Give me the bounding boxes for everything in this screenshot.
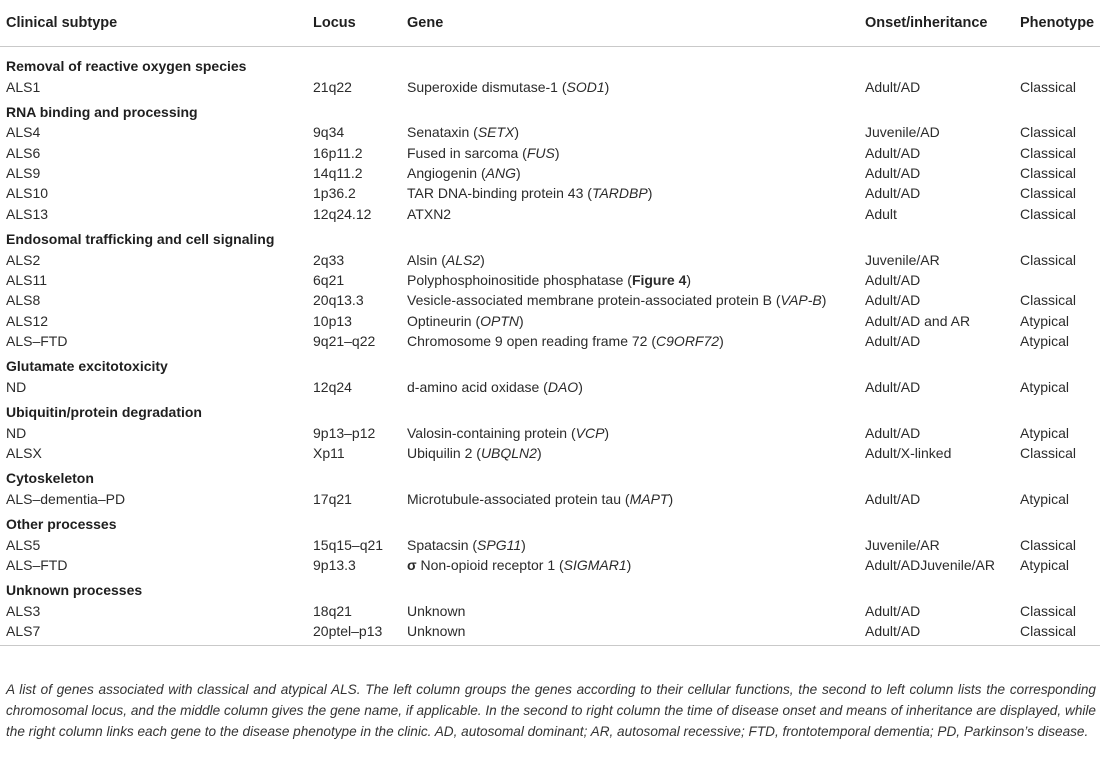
cell-clinical-subtype: ALSX xyxy=(6,444,42,461)
cell-gene xyxy=(407,290,826,310)
cell-locus: 18q21 xyxy=(313,602,352,619)
group-title: Removal of reactive oxygen species xyxy=(6,58,247,74)
header-locus: Locus xyxy=(313,15,356,31)
cell-gene xyxy=(407,122,519,142)
group-heading-row xyxy=(0,511,1100,535)
cell-clinical-subtype: ND xyxy=(6,378,27,395)
group-heading-row xyxy=(0,53,1100,77)
cell-locus: Xp11 xyxy=(313,444,345,461)
cell-clinical-subtype: ALS5 xyxy=(6,536,41,553)
cell-locus: 10p13 xyxy=(313,312,352,329)
table-row xyxy=(0,250,1100,270)
gene-name-suffix: ) xyxy=(686,271,692,288)
cell-onset-inheritance: Adult/AD xyxy=(865,165,921,182)
table-row xyxy=(0,311,1100,331)
cell-onset-inheritance: Juvenile/AR xyxy=(865,251,940,268)
table-row xyxy=(0,555,1100,575)
gene-name: Polyphosphoinositide phosphatase ( xyxy=(407,271,632,288)
table-row xyxy=(0,443,1100,463)
cell-onset-inheritance: Adult/X-linked xyxy=(865,444,952,461)
cell-onset-inheritance: Adult/AD and AR xyxy=(865,312,971,329)
cell-gene xyxy=(407,331,724,351)
gene-name: ATXN2 xyxy=(407,205,452,222)
cell-onset-inheritance: Adult/AD xyxy=(865,332,921,349)
gene-name: Senataxin ( xyxy=(407,124,478,141)
group-heading-row xyxy=(0,353,1100,377)
table-row xyxy=(0,377,1100,397)
table-row xyxy=(0,601,1100,621)
cell-phenotype: Classical xyxy=(1020,144,1077,161)
cell-clinical-subtype: ALS–dementia–PD xyxy=(6,490,126,507)
gene-name: TAR DNA-binding protein 43 ( xyxy=(407,185,592,202)
group-heading-row xyxy=(0,99,1100,123)
gene-name-suffix: ) xyxy=(480,251,485,268)
cell-gene xyxy=(407,270,691,290)
cell-phenotype: Classical xyxy=(1020,185,1077,202)
cell-clinical-subtype: ALS3 xyxy=(6,602,41,619)
cell-gene xyxy=(407,555,631,575)
gene-name-suffix: ) xyxy=(515,165,521,182)
cell-onset-inheritance: Adult/AD xyxy=(865,378,921,395)
cell-phenotype: Atypical xyxy=(1020,424,1070,441)
cell-gene xyxy=(407,250,485,270)
table-row xyxy=(0,122,1100,142)
cell-gene xyxy=(407,163,521,183)
gene-name: Optineurin ( xyxy=(407,312,481,329)
cell-phenotype: Atypical xyxy=(1020,332,1070,349)
cell-gene xyxy=(407,601,465,621)
cell-gene xyxy=(407,77,609,97)
gene-name: Microtubule-associated protein tau ( xyxy=(407,490,630,507)
cell-locus: 9q34 xyxy=(313,124,345,141)
gene-name-suffix: ) xyxy=(668,490,674,507)
gene-name: Ubiquilin 2 ( xyxy=(407,444,481,461)
gene-name-suffix: ) xyxy=(719,332,724,349)
cell-gene xyxy=(407,535,526,555)
cell-phenotype: Classical xyxy=(1020,124,1077,141)
gene-name: Valosin-containing protein ( xyxy=(407,424,576,441)
table-row xyxy=(0,183,1100,203)
cell-locus: 9p13.3 xyxy=(313,557,356,573)
cell-locus: 20ptel–p13 xyxy=(313,623,383,640)
gene-name-suffix: ) xyxy=(536,444,542,461)
gene-symbol: TARDBP xyxy=(591,185,648,202)
header-clinical-subtype: Clinical subtype xyxy=(6,15,118,31)
gene-symbol: SIGMAR1 xyxy=(563,557,627,573)
cell-gene xyxy=(407,204,451,224)
cell-clinical-subtype: ALS8 xyxy=(6,292,41,309)
cell-onset-inheritance: Juvenile/AD xyxy=(865,124,940,141)
cell-locus: 12q24.12 xyxy=(313,205,372,222)
cell-clinical-subtype: ALS–FTD xyxy=(6,332,68,349)
cell-gene xyxy=(407,621,465,641)
cell-locus: 16p11.2 xyxy=(313,144,363,161)
table-body xyxy=(0,53,1100,642)
cell-clinical-subtype: ALS9 xyxy=(6,165,41,182)
cell-locus: 21q22 xyxy=(313,78,352,95)
cell-onset-inheritance: Adult/AD xyxy=(865,185,921,202)
gene-name: Angiogenin ( xyxy=(407,165,486,182)
table-row xyxy=(0,204,1100,224)
gene-name-suffix: ) xyxy=(604,424,610,441)
cell-onset-inheritance: Adult/AD xyxy=(865,144,921,161)
gene-symbol: SETX xyxy=(477,124,515,141)
cell-phenotype: Classical xyxy=(1020,251,1077,268)
gene-sigma-symbol: σ xyxy=(407,557,417,573)
gene-name: Alsin ( xyxy=(407,251,446,268)
gene-name-suffix: ) xyxy=(647,185,653,202)
cell-phenotype: Classical xyxy=(1020,444,1077,461)
gene-name: Superoxide dismutase-1 ( xyxy=(407,78,567,95)
cell-locus: 20q13.3 xyxy=(313,292,364,309)
cell-phenotype: Atypical xyxy=(1020,378,1070,395)
table-row xyxy=(0,423,1100,443)
cell-clinical-subtype: ALS12 xyxy=(6,312,49,329)
gene-symbol: ANG xyxy=(485,165,516,182)
gene-name: Spatacsin ( xyxy=(407,536,478,553)
gene-name: Unknown xyxy=(407,602,466,619)
cell-phenotype: Classical xyxy=(1020,165,1077,182)
gene-name-suffix: ) xyxy=(554,144,560,161)
cell-clinical-subtype: ALS11 xyxy=(6,271,47,288)
cell-clinical-subtype: ALS–FTD xyxy=(6,557,68,573)
cell-locus: 15q15–q21 xyxy=(313,536,384,553)
group-title: Cytoskeleton xyxy=(6,470,94,487)
cell-clinical-subtype: ALS7 xyxy=(6,623,41,640)
cell-locus: 14q11.2 xyxy=(313,165,363,182)
cell-locus: 1p36.2 xyxy=(313,185,356,202)
table-header xyxy=(0,0,1100,47)
table-row xyxy=(0,331,1100,351)
gene-symbol: MAPT xyxy=(629,490,669,507)
cell-locus: 9p13–p12 xyxy=(313,424,376,441)
gene-symbol: SPG11 xyxy=(477,536,522,553)
cell-phenotype: Classical xyxy=(1020,536,1077,553)
cell-gene xyxy=(407,443,542,463)
cell-clinical-subtype: ALS4 xyxy=(6,124,41,141)
table-row xyxy=(0,535,1100,555)
cell-onset-inheritance: Adult/ADJuvenile/AR xyxy=(865,557,995,573)
header-onset-inheritance: Onset/inheritance xyxy=(865,15,988,31)
header-phenotype: Phenotype xyxy=(1020,15,1095,31)
gene-symbol: FUS xyxy=(526,144,555,161)
gene-name-suffix: ) xyxy=(514,124,520,141)
cell-onset-inheritance: Adult/AD xyxy=(865,424,921,441)
group-heading-row xyxy=(0,577,1100,601)
cell-gene xyxy=(407,489,673,509)
gene-name: Chromosome 9 open reading frame 72 ( xyxy=(407,332,657,349)
table-row xyxy=(0,270,1100,290)
table-row xyxy=(0,290,1100,310)
cell-clinical-subtype: ALS6 xyxy=(6,144,41,161)
cell-phenotype: Classical xyxy=(1020,623,1077,640)
gene-name-suffix: ) xyxy=(604,78,610,95)
group-title: Unknown processes xyxy=(6,582,143,599)
cell-gene xyxy=(407,311,524,331)
gene-name: d-amino acid oxidase ( xyxy=(407,378,548,395)
gene-name: Unknown xyxy=(407,623,466,640)
cell-locus: 17q21 xyxy=(313,490,352,507)
cell-clinical-subtype: ALS2 xyxy=(6,251,41,268)
cell-clinical-subtype: ND xyxy=(6,424,27,441)
table-row xyxy=(0,163,1100,183)
cell-phenotype: Classical xyxy=(1020,602,1077,619)
cell-gene xyxy=(407,143,560,163)
gene-name-suffix: ) xyxy=(519,312,524,329)
cell-onset-inheritance: Adult/AD xyxy=(865,78,921,95)
gene-name-suffix: ) xyxy=(626,557,632,573)
gene-name-suffix: ) xyxy=(578,378,583,395)
gene-symbol: VCP xyxy=(575,424,605,441)
cell-locus: 6q21 xyxy=(313,271,345,288)
cell-phenotype: Classical xyxy=(1020,78,1077,95)
cell-clinical-subtype: ALS1 xyxy=(6,78,41,95)
cell-onset-inheritance: Adult/AD xyxy=(865,602,921,619)
gene-symbol: ALS2 xyxy=(445,251,481,268)
cell-onset-inheritance: Adult/AD xyxy=(865,623,921,640)
group-title: Glutamate excitotoxicity xyxy=(6,358,168,375)
group-title: Ubiquitin/protein degradation xyxy=(6,404,202,421)
cell-gene xyxy=(407,183,652,203)
cell-locus: 12q24 xyxy=(313,378,352,395)
cell-onset-inheritance: Adult/AD xyxy=(865,271,921,288)
cell-gene xyxy=(407,377,583,397)
cell-locus: 9q21–q22 xyxy=(313,332,376,349)
cell-clinical-subtype: ALS10 xyxy=(6,185,49,202)
cell-onset-inheritance: Juvenile/AR xyxy=(865,536,940,553)
gene-symbol: DAO xyxy=(547,378,579,395)
gene-symbol: UBQLN2 xyxy=(480,444,537,461)
header-gene: Gene xyxy=(407,15,444,31)
table-row xyxy=(0,621,1100,641)
cell-locus: 2q33 xyxy=(313,251,345,268)
cell-phenotype: Atypical xyxy=(1020,557,1070,573)
group-heading-row xyxy=(0,465,1100,489)
gene-name: Vesicle-associated membrane protein-associated protein B ( xyxy=(407,292,781,309)
group-title: Other processes xyxy=(6,516,117,533)
gene-name: Fused in sarcoma ( xyxy=(407,144,527,161)
gene-name-suffix: ) xyxy=(521,536,526,553)
group-heading-row xyxy=(0,399,1100,423)
cell-gene xyxy=(407,423,609,443)
cell-phenotype: Atypical xyxy=(1020,312,1070,329)
table-row xyxy=(0,143,1100,163)
group-title: RNA binding and processing xyxy=(6,103,198,120)
cell-onset-inheritance: Adult/AD xyxy=(865,292,921,309)
gene-symbol: VAP-B xyxy=(780,292,822,309)
table-row xyxy=(0,77,1100,97)
table-bottom-rule xyxy=(0,645,1100,646)
group-heading-row xyxy=(0,226,1100,250)
cell-phenotype: Classical xyxy=(1020,292,1077,309)
gene-name-suffix: ) xyxy=(821,292,827,309)
gene-symbol: SOD1 xyxy=(566,78,605,95)
figure-reference: Figure 4 xyxy=(631,271,687,288)
cell-clinical-subtype: ALS13 xyxy=(6,205,49,222)
gene-name: Non-opioid receptor 1 ( xyxy=(416,557,564,573)
cell-phenotype: Classical xyxy=(1020,205,1077,222)
cell-phenotype: Atypical xyxy=(1020,490,1070,507)
table-row xyxy=(0,489,1100,509)
cell-onset-inheritance: Adult xyxy=(865,205,897,222)
gene-symbol: OPTN xyxy=(480,312,520,329)
gene-symbol: C9ORF72 xyxy=(656,332,720,349)
table-caption: A list of genes associated with classical and atypical ALS. The left column groups the genes according to their cellular functions, the second to left column lists the corresponding chromosomal locus, and the middle column gives the gene name, if applicable. In the second to right column the time of disease onset and means of inheritance are displayed, while the right column links each gene to the disease phenotype in the clinic. AD, autosomal dominant; AR, autosomal recessive; FTD, frontotemporal dementia; PD, Parkinson’s disease. xyxy=(6,682,1096,739)
group-title: Endosomal trafficking and cell signaling xyxy=(6,231,275,248)
cell-onset-inheritance: Adult/AD xyxy=(865,490,921,507)
